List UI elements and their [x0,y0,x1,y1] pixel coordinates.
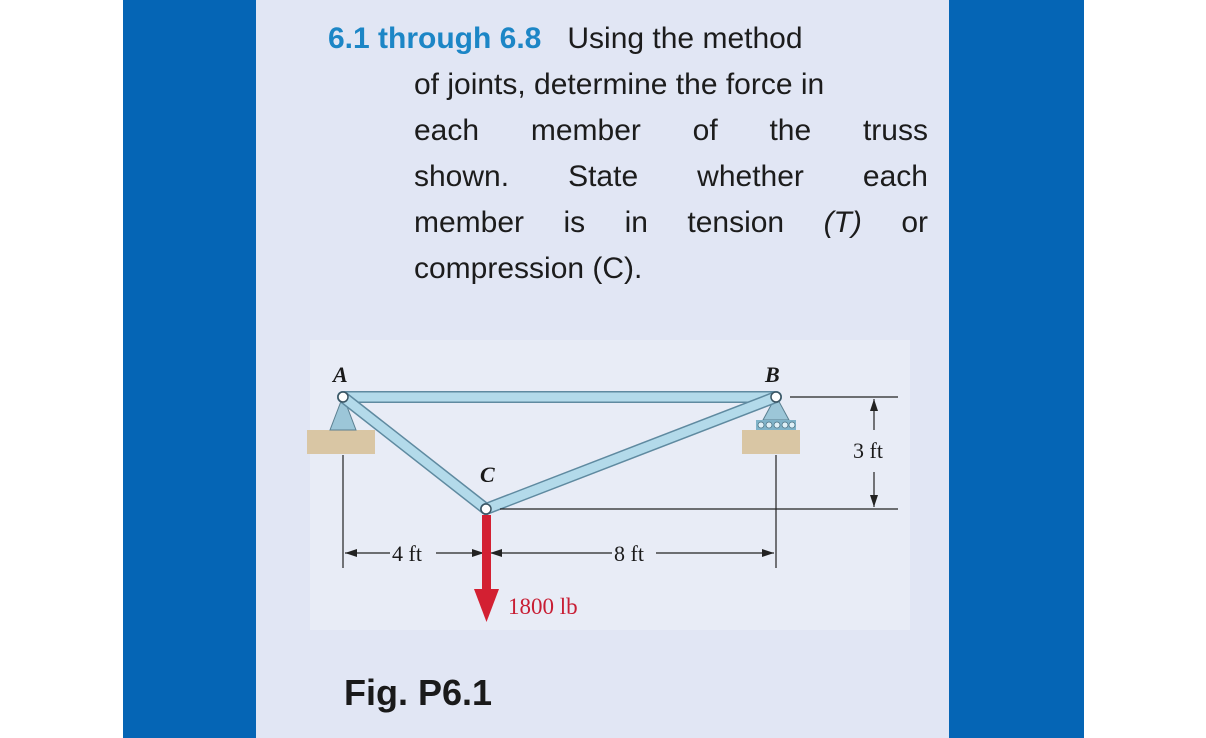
label-a: A [333,362,348,387]
problem-line-1: Using the method [567,22,803,55]
figure-background [310,340,910,630]
ground-a [307,430,375,454]
ground-b [742,430,800,454]
rollers-icon [756,420,796,430]
dim-4ft-label: 4 ft [392,541,422,566]
joint-a [338,392,348,402]
load-label: 1800 lb [508,594,578,619]
figure-caption: Fig. P6.1 [344,672,493,713]
problem-line-6: compression (C). [414,252,643,285]
dim-8ft-label: 8 ft [614,541,644,566]
problem-line-5: member is in tension (T) or [414,206,928,239]
problem-line-3: each member of the truss [414,114,928,147]
label-b: B [765,362,780,387]
joint-c [481,504,491,514]
problem-line-2: of joints, determine the force in [414,68,825,101]
problem-line-4: shown. State whether each [414,160,928,193]
joint-b [771,392,781,402]
dim-3ft-label: 3 ft [853,438,883,463]
problem-heading: 6.1 through 6.8 [328,22,542,55]
label-c: C [480,462,495,487]
